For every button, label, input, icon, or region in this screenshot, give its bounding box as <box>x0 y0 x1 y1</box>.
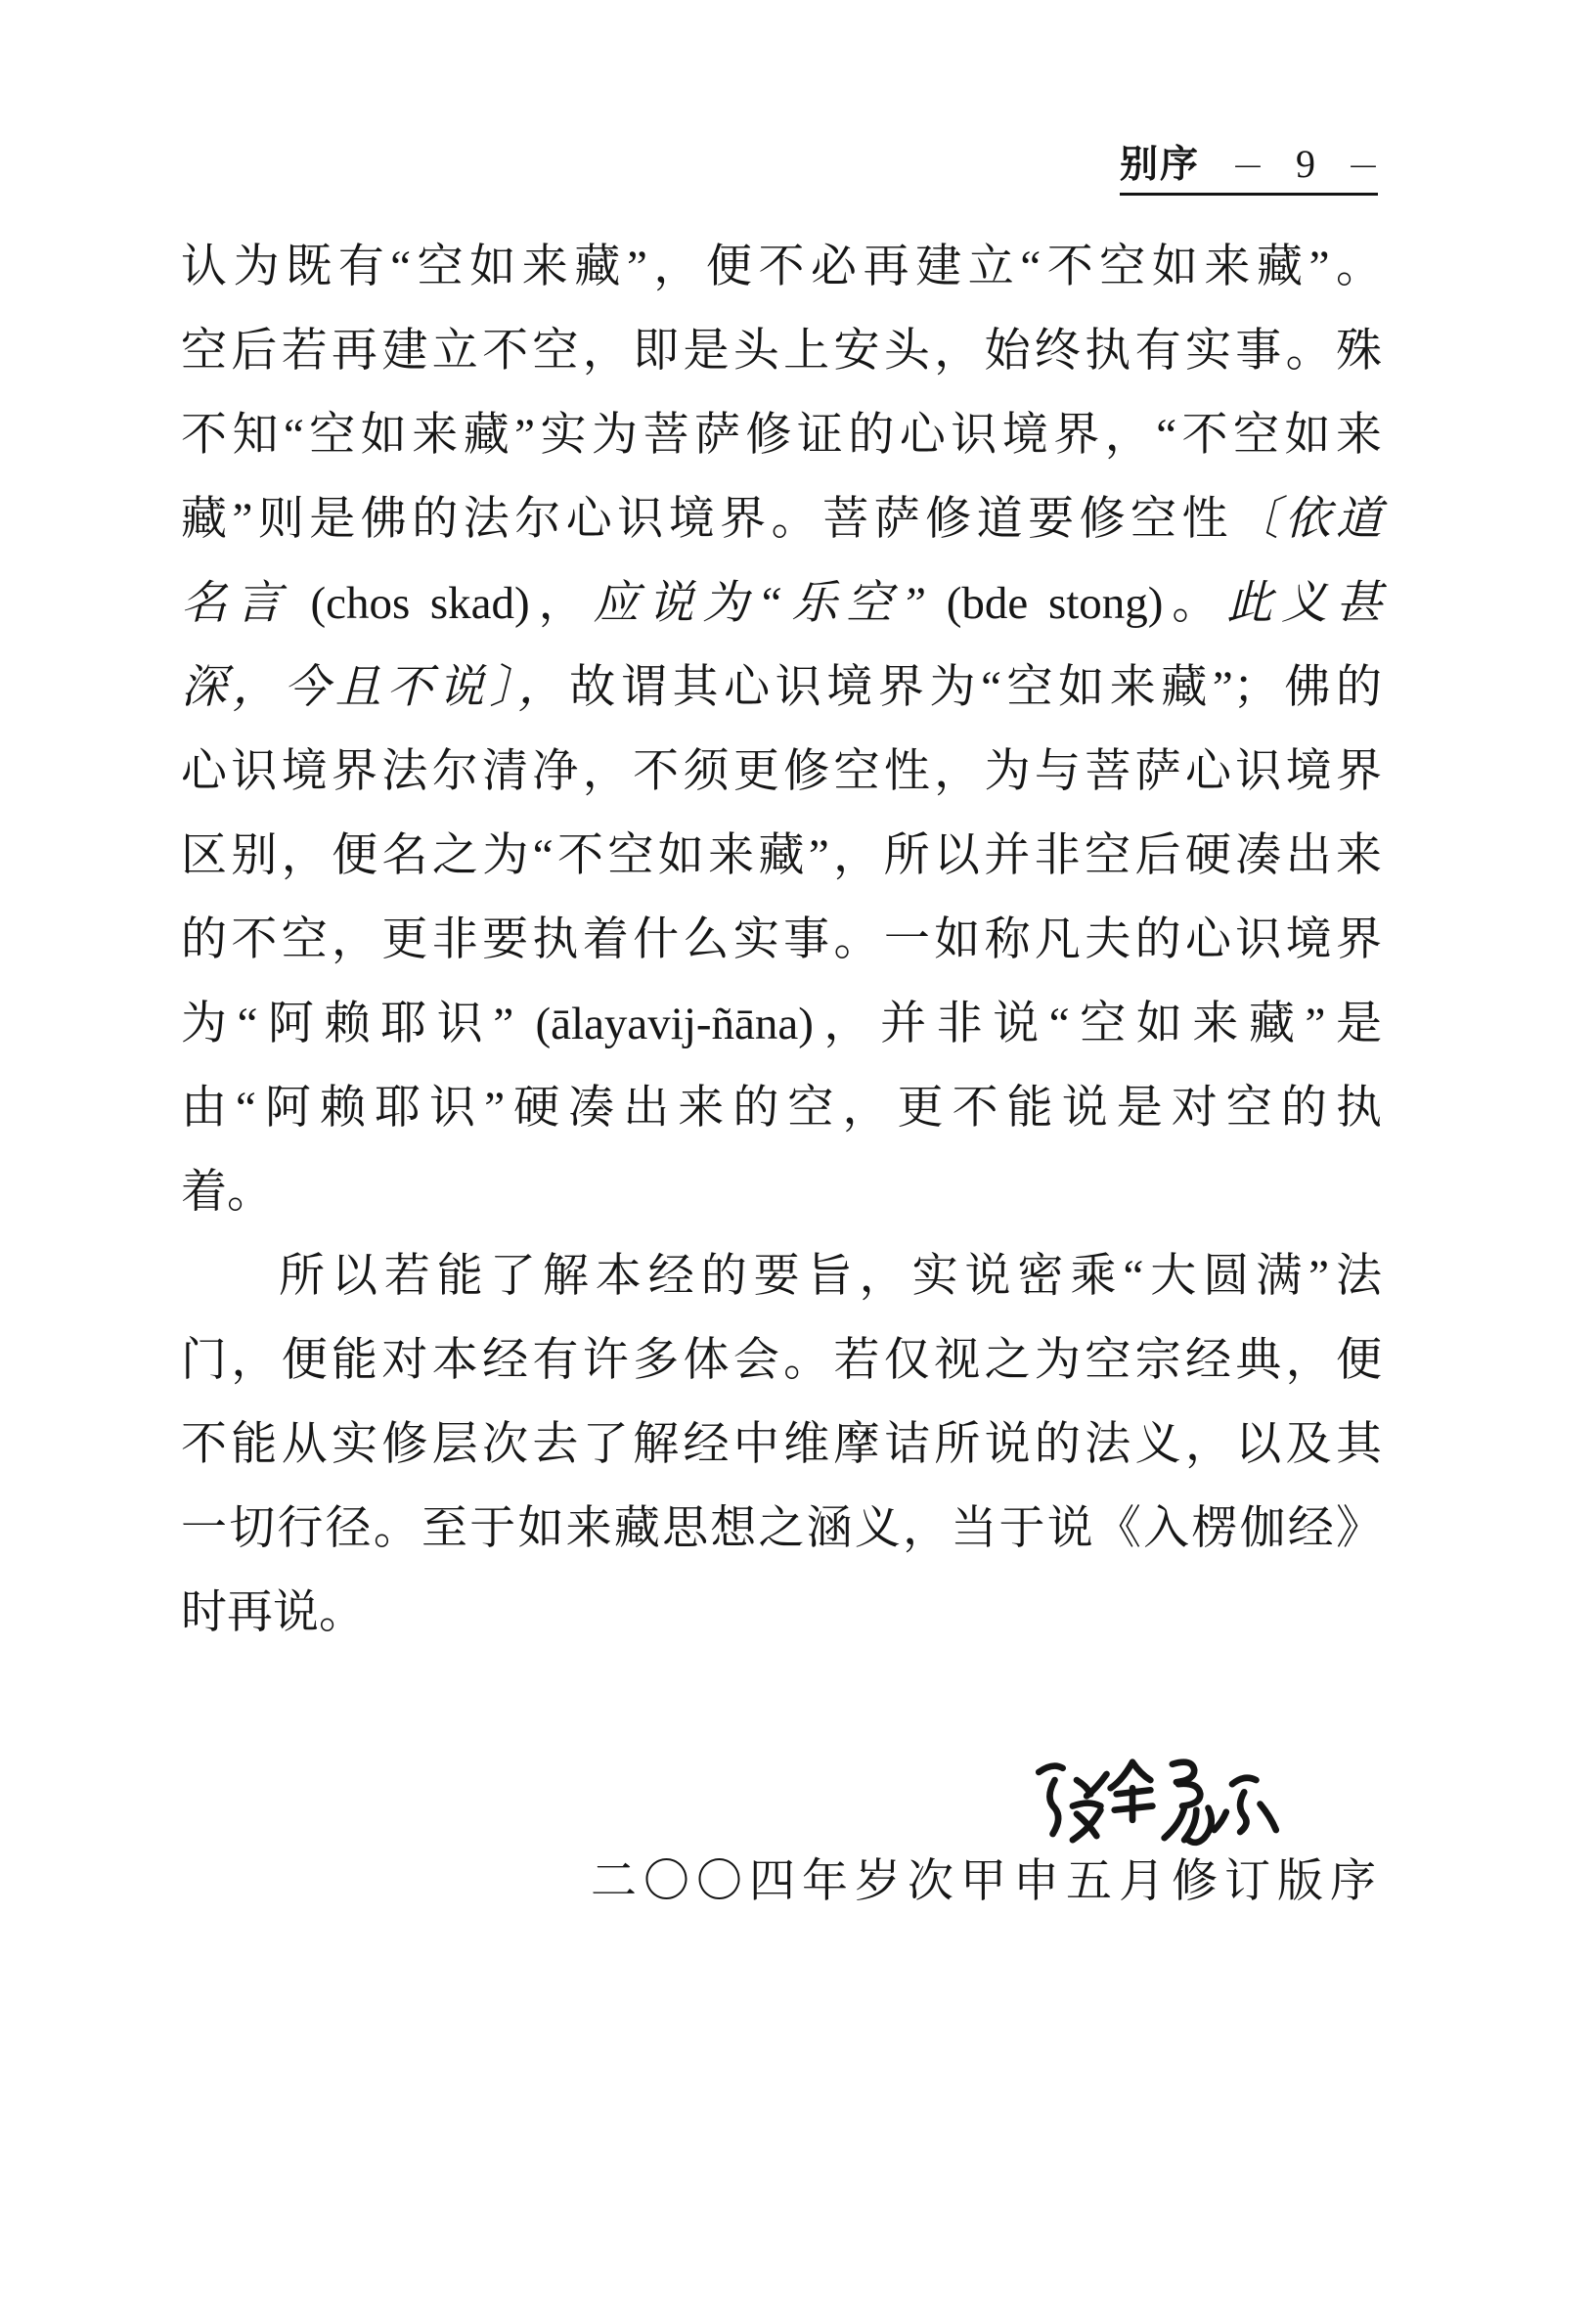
note-text-kaiti: 深，今且不说〕， <box>181 662 570 713</box>
body-text-segment: 由“阿赖耶识”硬凑出来的空，更不能说是对空的执 <box>181 1083 1382 1134</box>
body-text-segment: 时再说。 <box>181 1587 365 1638</box>
body-text-segment: 故谓其心识境界为“空如来藏”；佛的 <box>569 662 1382 713</box>
text-line <box>181 1066 1382 1150</box>
body-text-segment: 藏”则是佛的法尔心识境界。菩萨修道要修空性 <box>181 494 1234 545</box>
body-text <box>181 225 1382 1655</box>
text-line <box>181 982 1382 1066</box>
header-dash-right: — <box>1351 148 1376 180</box>
text-line <box>181 1234 1382 1318</box>
body-text-segment: 着。 <box>181 1167 273 1218</box>
body-text-segment: (bde stong)。 <box>926 578 1227 629</box>
text-line <box>181 1150 1382 1234</box>
body-text-segment: 的不空，更非要执着什么实事。一如称凡夫的心识境界 <box>181 914 1382 965</box>
text-line <box>181 730 1382 814</box>
page-number: 9 <box>1295 142 1315 186</box>
text-line <box>181 1403 1382 1487</box>
body-text-segment: 门，便能对本经有许多体会。若仅视之为空宗经典，便 <box>181 1335 1382 1386</box>
header-dash-left: — <box>1235 148 1261 180</box>
running-header <box>1120 142 1378 196</box>
note-text-kaiti: 〔依道 <box>1233 494 1382 545</box>
note-text-kaiti: 应说为“乐空” <box>593 578 927 629</box>
text-line <box>181 1571 1382 1655</box>
body-text-segment: 不知“空如来藏”实为菩萨修证的心识境界，“不空如来 <box>181 410 1382 461</box>
text-line <box>181 225 1382 309</box>
text-line <box>181 309 1382 393</box>
text-line <box>181 898 1382 982</box>
body-text-segment: 一切行径。至于如来藏思想之涵义，当于说《入楞伽经》 <box>181 1503 1382 1554</box>
body-text-segment: 空后若再建立不空，即是头上安头，始终执有实事。殊 <box>181 326 1382 377</box>
body-text-segment: 认为既有“空如来藏”，便不必再建立“不空如来藏”。 <box>181 242 1382 292</box>
text-line <box>181 1487 1382 1571</box>
body-text-segment: 为“阿赖耶识” (ālayavij-ñāna)，并非说“空如来藏”是 <box>181 999 1382 1049</box>
section-title: 别序 <box>1120 143 1201 186</box>
body-text-segment: (chos skad)， <box>289 578 594 629</box>
text-line <box>181 814 1382 898</box>
signature-handwriting-icon <box>1027 1756 1286 1848</box>
note-text-kaiti: 名言 <box>181 578 290 629</box>
body-text-segment: 所以若能了解本经的要旨，实说密乘“大圆满”法 <box>279 1251 1382 1302</box>
body-text-segment: 区别，便名之为“不空如来藏”，所以并非空后硬凑出来 <box>181 830 1382 881</box>
text-line <box>181 1318 1382 1403</box>
note-text-kaiti: 此义甚 <box>1226 578 1383 629</box>
text-line <box>181 561 1382 646</box>
dateline: 二〇〇四年岁次甲申五月修订版序 <box>591 1856 1383 1907</box>
text-line <box>181 393 1382 477</box>
body-text-segment: 心识境界法尔清净，不须更修空性，为与菩萨心识境界 <box>181 746 1382 797</box>
text-line <box>181 646 1382 730</box>
body-text-segment: 不能从实修层次去了解经中维摩诘所说的法义，以及其 <box>181 1419 1382 1470</box>
text-line <box>181 477 1382 561</box>
